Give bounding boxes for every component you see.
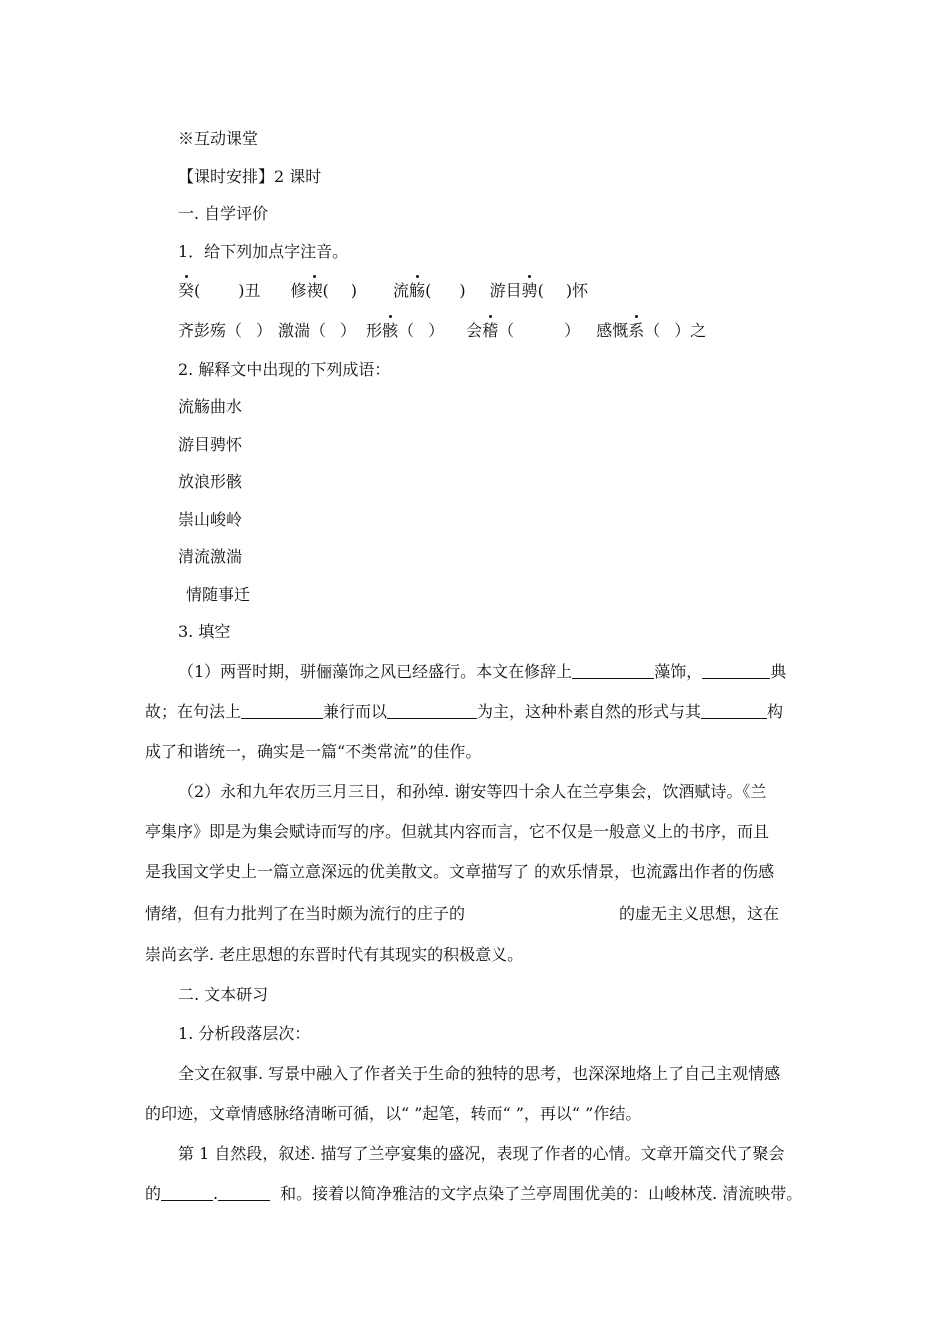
idiom-item: 流觞曲水 <box>178 397 243 416</box>
pinyin-item: 感慨系（ ）之 <box>596 321 707 340</box>
pinyin-item: 形骸（ ） <box>366 321 445 340</box>
part1-heading: 一. 自学评价 <box>178 204 269 223</box>
answer-blank[interactable] <box>572 662 654 679</box>
section-title: ※互动课堂 <box>178 129 259 148</box>
idiom-item: 清流激湍 <box>178 547 243 566</box>
pinyin-item: 激湍（ ） <box>278 321 357 340</box>
schedule-line: 【课时安排】2 课时 <box>178 167 322 186</box>
fill-para-2-line-2: 亭集序》即是为集会赋诗而写的序。但就其内容而言，它不仅是一般意义上的书序，而且 <box>145 822 770 841</box>
fill-para-1-line-3: 成了和谐统一，确实是一篇“不类常流”的佳作。 <box>145 742 482 761</box>
answer-blank[interactable] <box>161 1184 213 1201</box>
analysis-para-1-line-1: 全文在叙事. 写景中融入了作者关于生命的独特的思考，也深深地烙上了自己主观情感 <box>178 1064 781 1083</box>
pinyin-item: 癸( )丑 <box>178 281 261 300</box>
pinyin-item: 流觞( ) <box>393 281 466 300</box>
pinyin-row-2 <box>178 321 706 341</box>
part2-q1-title: 1. 分析段落层次： <box>178 1024 311 1043</box>
answer-blank[interactable] <box>218 1184 270 1201</box>
fill-para-2-line-4: 情绪，但有力批判了在当时颇为流行的庄子的 的虚无主义思想，这在 <box>145 904 780 923</box>
fill-para-2-line-3: 是我国文学史上一篇立意深远的优美散文。文章描写了 的欢乐情景，也流露出作者的伤感 <box>145 862 775 881</box>
idiom-item: 放浪形骸 <box>178 472 243 491</box>
q3-title: 3. 填空 <box>178 622 231 641</box>
analysis-para-2-line-1: 第 1 自然段，叙述. 描写了兰亭宴集的盛况，表现了作者的心情。文章开篇交代了聚会 <box>178 1144 785 1163</box>
q1-title: 1．给下列加点字注音。 <box>178 242 349 261</box>
pinyin-item: 游目骋( )怀 <box>489 281 589 300</box>
part2-heading: 二. 文本研习 <box>178 985 269 1004</box>
answer-blank[interactable] <box>702 662 770 679</box>
fill-para-1-line-1: （1）两晋时期，骈俪藻饰之风已经盛行。本文在修辞上 藻饰， 典 <box>178 662 787 681</box>
analysis-para-1-line-2: 的印迹，文章情感脉络清晰可循，以“ ”起笔，转而“ ”，再以“ ”作结。 <box>145 1104 642 1123</box>
idiom-item: 崇山峻岭 <box>178 510 243 529</box>
fill-para-1-line-2: 故；在句法上 兼行而以 为主，这种朴素自然的形式与其 构 <box>145 702 784 721</box>
answer-blank[interactable] <box>387 702 477 719</box>
pinyin-item: 齐彭殇（ ） <box>178 321 273 340</box>
q2-title: 2. 解释文中出现的下列成语： <box>178 360 391 379</box>
analysis-para-2-line-2: 的 . 和。接着以简净雅洁的文字点染了兰亭周围优美的：山峻林茂. 清流映带。 <box>145 1184 803 1203</box>
pinyin-row-1 <box>178 281 588 301</box>
idiom-item: 情随事迁 <box>186 585 251 604</box>
answer-blank[interactable] <box>241 702 323 719</box>
pinyin-item: 会稽（ ） <box>466 321 581 340</box>
pinyin-item: 修禊( ) <box>290 281 358 300</box>
idiom-item: 游目骋怀 <box>178 435 243 454</box>
answer-blank[interactable] <box>701 702 767 719</box>
fill-para-2-line-1: （2）永和九年农历三月三日，和孙绰. 谢安等四十余人在兰亭集会，饮酒赋诗。《兰 <box>178 782 767 801</box>
fill-para-2-line-5: 崇尚玄学. 老庄思想的东晋时代有其现实的积极意义。 <box>145 945 524 964</box>
